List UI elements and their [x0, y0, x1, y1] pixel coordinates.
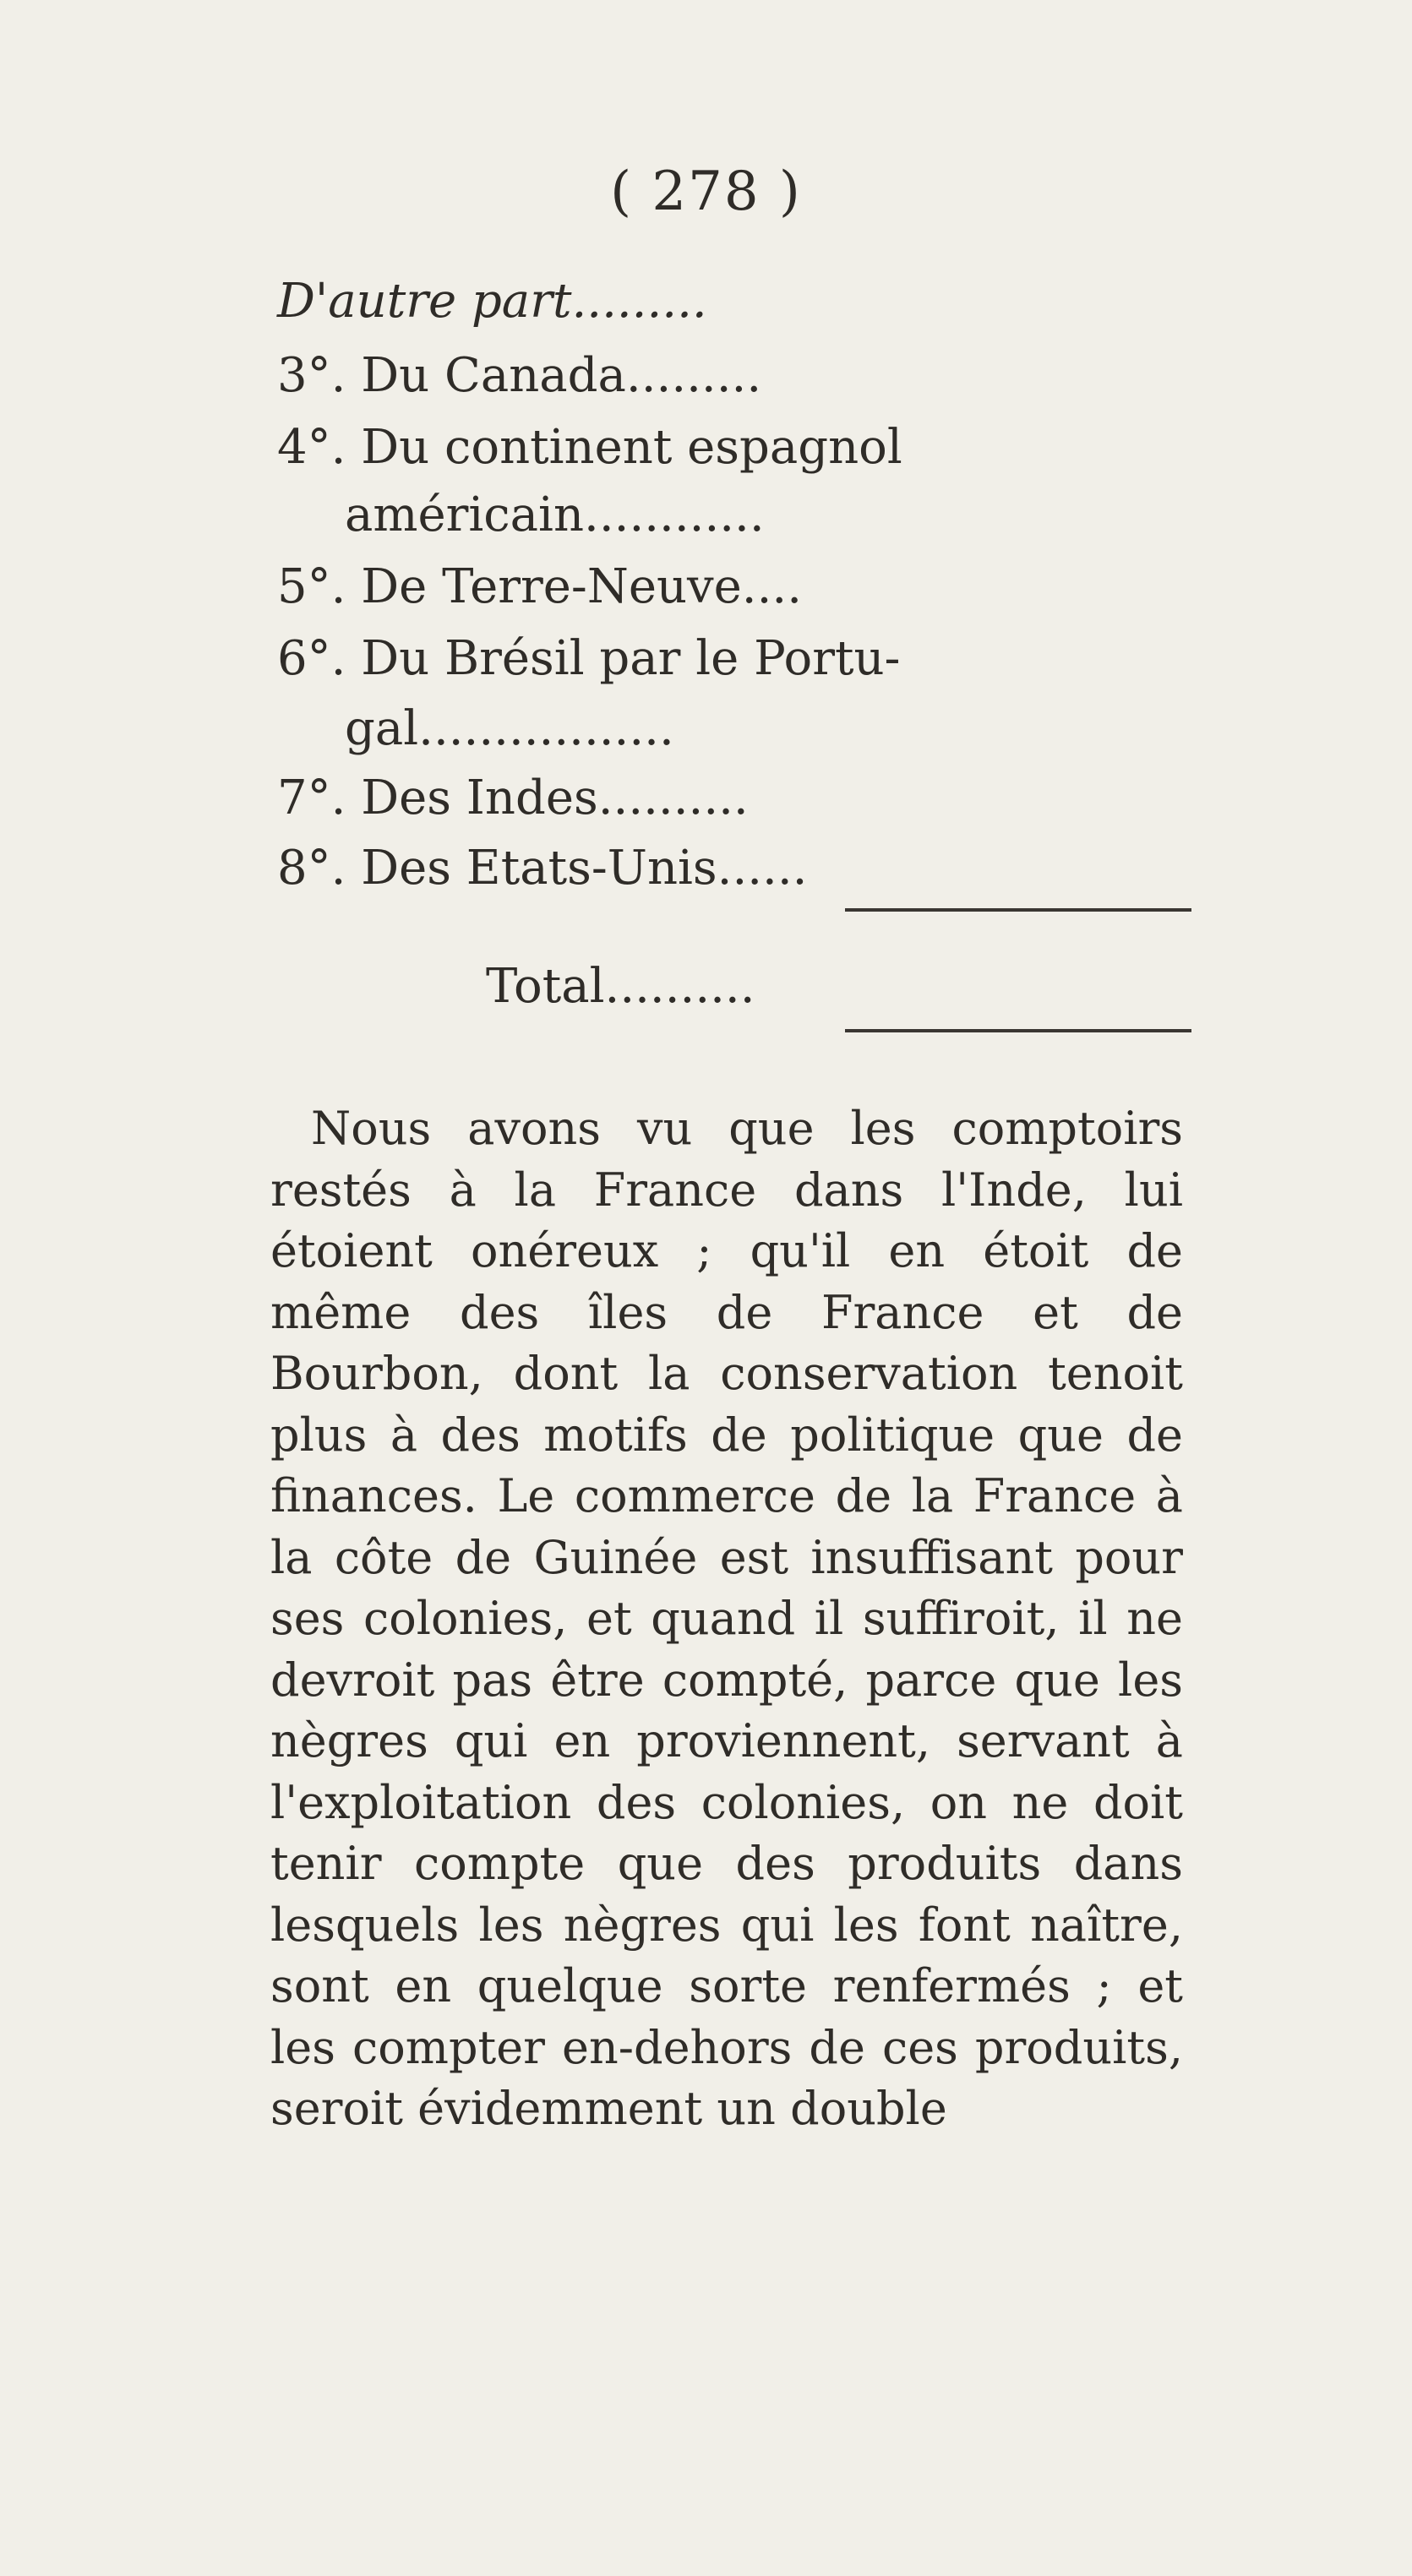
row-label: 3°. Du Canada......... [277, 348, 762, 403]
row-label: 8°. Des Etats-Unis...... [277, 841, 808, 896]
row-label: 6°. Du Brésil par le Portu- [277, 631, 901, 686]
paragraph-text: Nous avons vu que les comptoirs restés à la France dans l'Inde, lui étoient onéreux ; qu'il en étoit de même des îles de France et de Bourbon, dont la conservation tenoit plus à des motifs de politique que de finances. Le commerce de la France à la côte de Guinée est insuffisant pour ses colonies, et quand il suffiroit, il ne devroit pas être compté, parce que les nègres qui en proviennent, servant à l'exploitation des colonies, on ne doit tenir compte que des produits dans lesquels les nègres qui les font naître, sont en quelque sorte renfermés ; et les compter en-dehors de ces produits, seroit évidemment un double [270, 1102, 1183, 2135]
row-label: 4°. Du continent espagnol [277, 420, 902, 475]
body-paragraph [270, 1098, 1183, 2140]
row-label: 7°. Des Indes.......... [277, 771, 749, 825]
page-number: ( 278 ) [610, 161, 802, 223]
total-rule [845, 1029, 1191, 1032]
row-label: gal................. [345, 701, 674, 756]
row-label: américain............ [345, 487, 765, 542]
row-label: D'autre part......... [277, 274, 707, 329]
total-label: Total.......... [486, 959, 755, 1014]
row-label: 5°. De Terre-Neuve.... [277, 559, 803, 614]
ledger [0, 0, 1412, 1098]
sum-rule [845, 908, 1191, 912]
